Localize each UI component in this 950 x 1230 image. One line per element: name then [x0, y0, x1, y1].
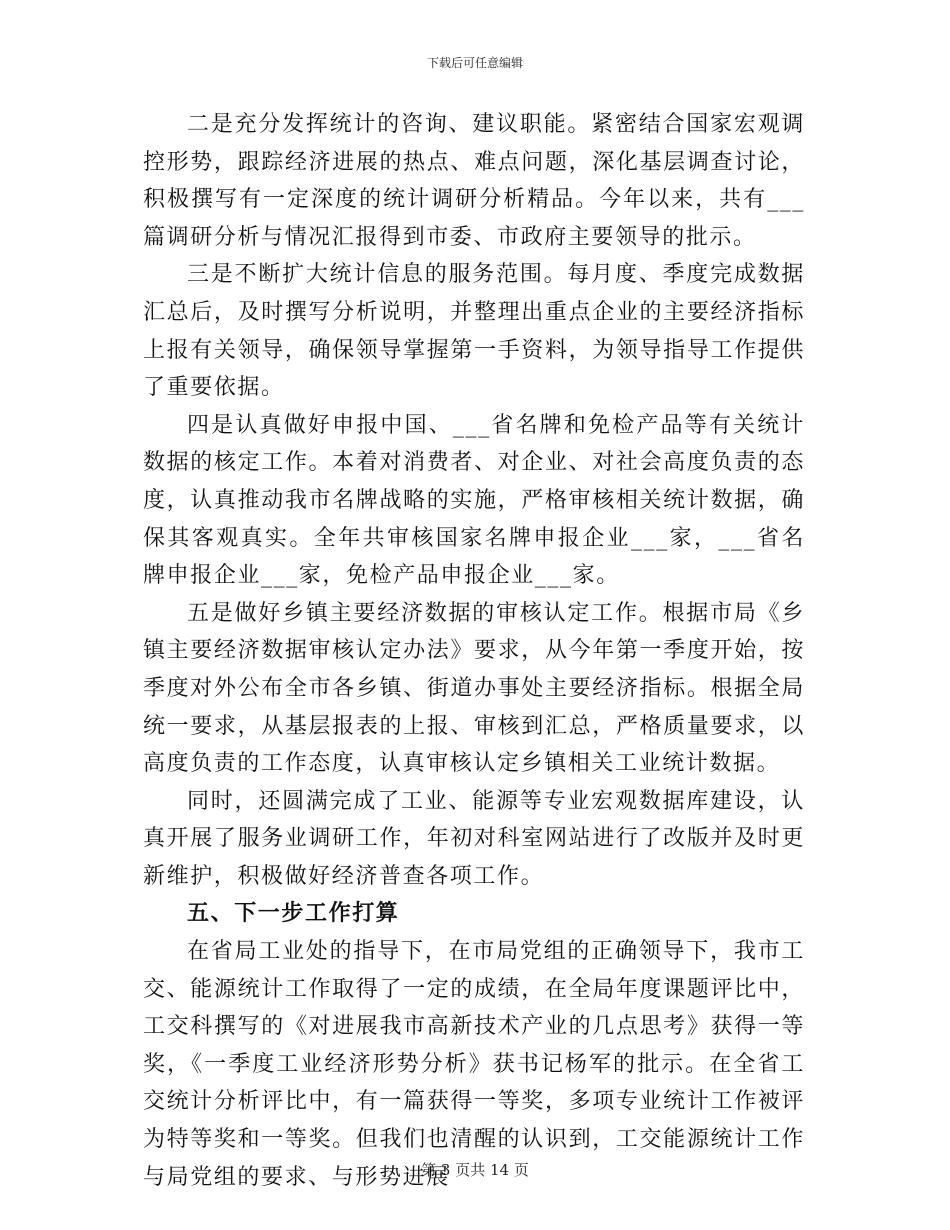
page-number: 第 3 页共 14 页 — [421, 1161, 529, 1179]
paragraph-other-work: 同时，还圆满完成了工业、能源等专业宏观数据库建设，认真开展了服务业调研工作，年初对科室网站进行了改版并及时更新维护，积极做好经济普查各项工作。 — [143, 788, 805, 889]
paragraph-brand-verification: 四是认真做好申报中国、___省名牌和免检产品等有关统计数据的核定工作。本着对消费者、对企业、对社会高度负责的态度，认真推动我市名牌战略的实施，严格审核相关统计数据，确保其客观真实。全年共审核国家名牌申报企业___家，___省名牌申报企业___家，免检产品申报企业___家。 — [143, 412, 805, 589]
paragraph-township-data: 五是做好乡镇主要经济数据的审核认定工作。根据市局《乡镇主要经济数据审核认定办法》要求，从今年第一季度开始，按季度对外公布全市各乡镇、街道办事处主要经济指标。根据全局统一要求，从基层报表的上报、审核到汇总，严格质量要求，以高度负责的工作态度，认真审核认定乡镇相关工业统计数据。 — [143, 600, 805, 777]
paragraph-info-service: 三是不断扩大统计信息的服务范围。每月度、季度完成数据汇总后，及时撰写分析说明，并整理出重点企业的主要经济指标上报有关领导，确保领导掌握第一手资料，为领导指导工作提供了重要依据。 — [143, 262, 805, 401]
document-body — [143, 106, 805, 1196]
section-heading: 五、下一步工作打算 — [187, 900, 400, 927]
paragraph-consulting: 二是充分发挥统计的咨询、建议职能。紧密结合国家宏观调控形势，跟踪经济进展的热点、难点问题，深化基层调查讨论，积极撰写有一定深度的统计调研分析精品。今年以来，共有___篇调研分析与情况汇报得到市委、市政府主要领导的批示。 — [143, 112, 805, 250]
page-header: 下载后可任意编辑 — [426, 56, 523, 70]
paragraph-achievements: 在省局工业处的指导下，在市局党组的正确领导下，我市工交、能源统计工作取得了一定的成绩，在全局年度课题评比中，工交科撰写的《对进展我市高新技术产业的几点思考》获得一等奖，《一季度工业经济形势分析》获书记杨军的批示。在全省工交统计分析评比中，有一篇获得一等奖，多项专业统计工作被评为特等奖和一等奖。但我们也清醒的认识到，工交能源统计工作与局党组的要求、与形势进展 — [143, 939, 805, 1190]
